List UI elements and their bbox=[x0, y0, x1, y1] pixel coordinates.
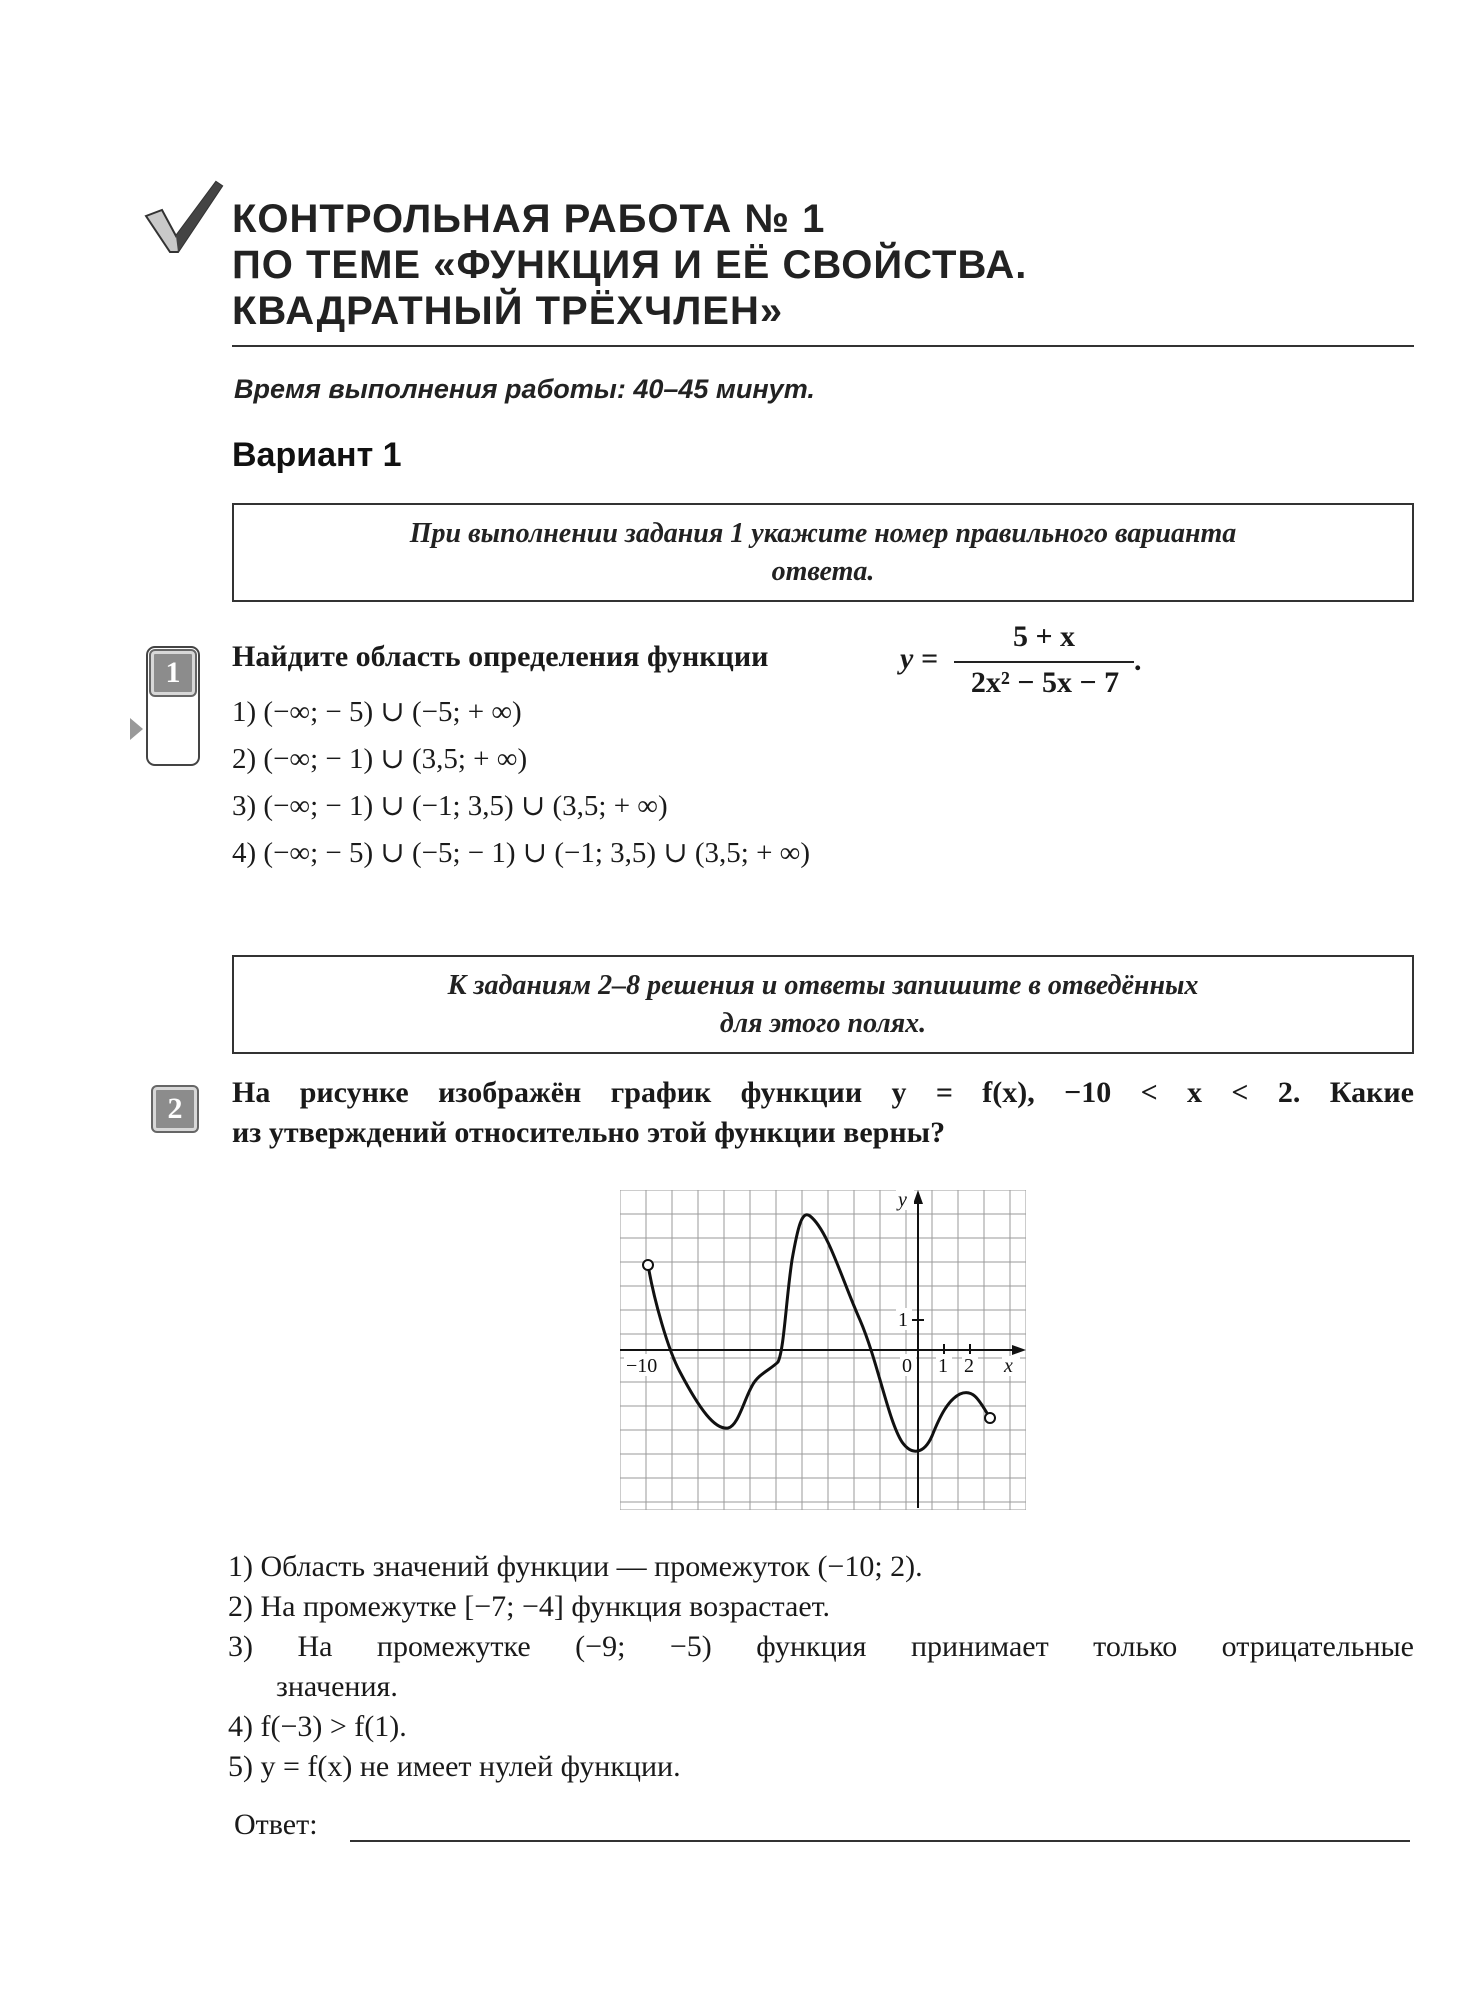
statement-3: 3) На промежутке (−9; −5) функция принимает только отрицательные bbox=[228, 1630, 1414, 1663]
answer-field[interactable] bbox=[350, 1840, 1410, 1842]
statement-3-continued: значения. bbox=[276, 1670, 398, 1703]
open-endpoint-right bbox=[985, 1413, 995, 1423]
instruction-box-2 bbox=[232, 955, 1414, 1054]
instruction-2-line-2: для этого полях. bbox=[719, 1008, 927, 1039]
function-lhs: y = bbox=[900, 642, 938, 675]
statement-1: 1) Область значений функции — промежуток (−10; 2). bbox=[228, 1550, 923, 1583]
function-graph bbox=[620, 1190, 1026, 1510]
task-2-text-line-2: из утверждений относительно этой функции верны? bbox=[232, 1116, 946, 1149]
task-1-text: Найдите область определения функции bbox=[232, 640, 769, 673]
x-tick-label-1: 1 bbox=[938, 1355, 948, 1377]
instruction-1-line-1: При выполнении задания 1 укажите номер правильного варианта bbox=[409, 518, 1237, 549]
x-tick-label-2: 2 bbox=[964, 1355, 974, 1377]
origin-label: 0 bbox=[902, 1355, 912, 1377]
fraction-period: . bbox=[1134, 644, 1142, 677]
title-line-1: КОНТРОЛЬНАЯ РАБОТА № 1 bbox=[232, 197, 826, 241]
checkmark-icon bbox=[142, 178, 226, 256]
task-2-badge: 2 bbox=[153, 1087, 197, 1131]
x-axis-arrow-icon bbox=[1012, 1345, 1026, 1355]
task-1-option-4: 4) (−∞; − 5) ∪ (−5; − 1) ∪ (−1; 3,5) ∪ (3,5; + ∞) bbox=[232, 837, 811, 869]
x-tick-label-minus-10: −10 bbox=[626, 1355, 658, 1377]
statement-2: 2) На промежутке [−7; −4] функция возрастает. bbox=[228, 1590, 831, 1623]
fraction-bar bbox=[954, 661, 1134, 663]
answer-label: Ответ: bbox=[234, 1808, 318, 1841]
task-1-option-2: 2) (−∞; − 1) ∪ (3,5; + ∞) bbox=[232, 743, 528, 775]
time-note: Время выполнения работы: 40–45 минут. bbox=[234, 374, 815, 404]
title-line-2: ПО ТЕМЕ «ФУНКЦИЯ И ЕЁ СВОЙСТВА. bbox=[232, 243, 1028, 287]
fraction-denominator: 2x² − 5x − 7 bbox=[970, 666, 1120, 699]
y-axis-label: y bbox=[898, 1190, 907, 1211]
instruction-box-1 bbox=[232, 503, 1414, 602]
graph-axes bbox=[620, 1196, 1020, 1508]
statement-5: 5) y = f(x) не имеет нулей функции. bbox=[228, 1750, 681, 1783]
instruction-2-line-1: К заданиям 2–8 решения и ответы запишите в отведённых bbox=[447, 970, 1199, 1001]
task-1-option-3: 3) (−∞; − 1) ∪ (−1; 3,5) ∪ (3,5; + ∞) bbox=[232, 790, 668, 822]
arrow-marker-icon bbox=[130, 718, 143, 740]
task-1-badge: 1 bbox=[151, 651, 195, 695]
title-line-3: КВАДРАТНЫЙ ТРЁХЧЛЕН» bbox=[232, 289, 784, 333]
title-divider bbox=[232, 345, 1414, 347]
y-tick-label-1: 1 bbox=[898, 1309, 908, 1331]
fraction-numerator: 5 + x bbox=[1012, 620, 1076, 653]
open-endpoint-left bbox=[643, 1260, 653, 1270]
function-curve bbox=[648, 1215, 990, 1451]
task-1-option-1: 1) (−∞; − 5) ∪ (−5; + ∞) bbox=[232, 696, 522, 728]
instruction-1-line-2: ответа. bbox=[771, 556, 875, 587]
variant-heading: Вариант 1 bbox=[232, 436, 402, 474]
page-title bbox=[232, 196, 1027, 334]
x-axis-label: x bbox=[1004, 1355, 1013, 1377]
y-axis-arrow-icon bbox=[913, 1190, 923, 1204]
statement-4: 4) f(−3) > f(1). bbox=[228, 1710, 407, 1743]
task-2-text-line-1: На рисунке изображён график функции y = f(x), −10 < x < 2. Какие bbox=[232, 1076, 1414, 1109]
